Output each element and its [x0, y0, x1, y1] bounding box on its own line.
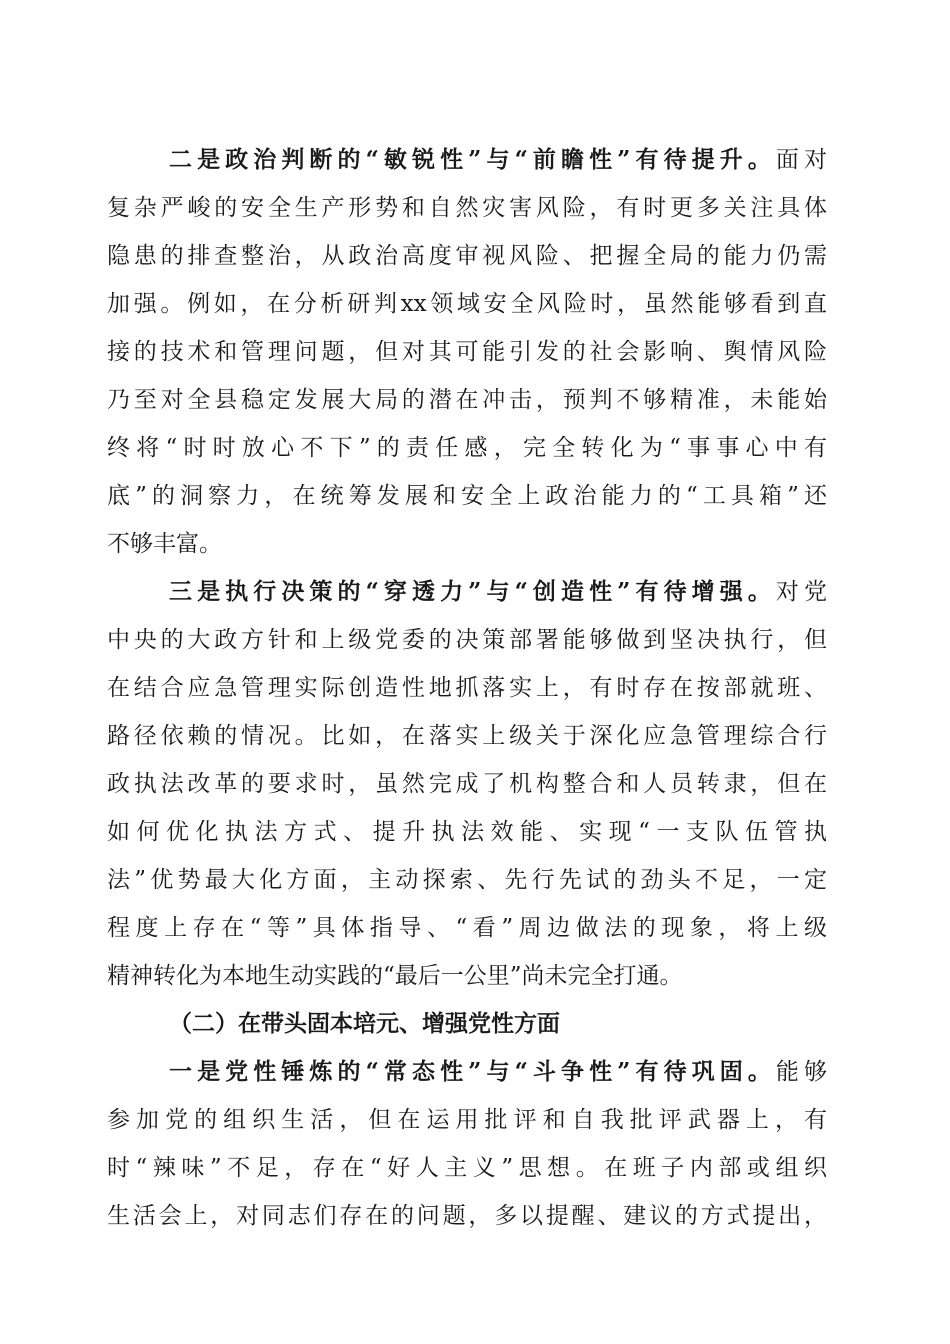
text-line: 政执法改革的要求时，虽然完成了机构整合和人员转隶，但在: [107, 771, 827, 797]
text-line: 二是政治判断的“敏锐性”与“前瞻性”有待提升。面对: [169, 146, 828, 173]
text-line: 隐患的排查整治，从政治高度审视风险、把握全局的能力仍需: [107, 243, 827, 269]
section-heading: （二）在带头固本培元、增强党性方面: [169, 1011, 560, 1037]
text-line: 时“辣味”不足，存在“好人主义”思想。在班子内部或组织: [107, 1155, 827, 1181]
paragraph-political-judgment: [107, 136, 827, 568]
text-line: 接的技术和管理问题，但对其可能引发的社会影响、舆情风险: [107, 339, 827, 365]
text-line: 如何优化执法方式、提升执法效能、实现“一支队伍管执: [107, 819, 827, 845]
text-line: 终将“时时放心不下”的责任感，完全转化为“事事心中有: [107, 435, 827, 461]
paragraph-party-spirit: [107, 1048, 827, 1240]
text-line: 程度上存在“等”具体指导、“看”周边做法的现象，将上级: [107, 915, 827, 941]
paragraph-lead: 三是执行决策的“穿透力”与“创造性”有待增强。: [169, 578, 776, 605]
text-line: 复杂严峻的安全生产形势和自然灾害风险，有时更多关注具体: [107, 195, 827, 221]
text-line: 底”的洞察力，在统筹发展和安全上政治能力的“工具箱”还: [107, 483, 827, 509]
paragraph-lead: 一是党性锤炼的“常态性”与“斗争性”有待巩固。: [169, 1058, 776, 1085]
text-line: 三是执行决策的“穿透力”与“创造性”有待增强。对党: [169, 578, 828, 605]
text-line: 法”优势最大化方面，主动探索、先行先试的劲头不足，一定: [107, 867, 827, 893]
document-body: [107, 136, 827, 1240]
text-line: 加强。例如，在分析研判xx领域安全风险时，虽然能够看到直: [107, 291, 827, 317]
text-line: 在结合应急管理实际创造性地抓落实上，有时存在按部就班、: [107, 675, 827, 701]
text-line: 一是党性锤炼的“常态性”与“斗争性”有待巩固。能够: [169, 1058, 828, 1085]
text-line: 乃至对全县稳定发展大局的潜在冲击，预判不够精准，未能始: [107, 387, 827, 413]
text-line: 参加党的组织生活，但在运用批评和自我批评武器上，有: [107, 1107, 827, 1133]
text-line: 生活会上，对同志们存在的问题，多以提醒、建议的方式提出，: [107, 1203, 827, 1229]
text-line: 路径依赖的情况。比如，在落实上级关于深化应急管理综合行: [107, 723, 827, 749]
paragraph-lead: 二是政治判断的“敏锐性”与“前瞻性”有待提升。: [169, 146, 776, 173]
text-line: 精神转化为本地生动实践的“最后一公里”尚未完全打通。: [107, 963, 683, 989]
text-line: 不够丰富。: [107, 531, 222, 557]
paragraph-decision-execution: [107, 568, 827, 1000]
text-line: 中央的大政方针和上级党委的决策部署能够做到坚决执行，但: [107, 627, 827, 653]
